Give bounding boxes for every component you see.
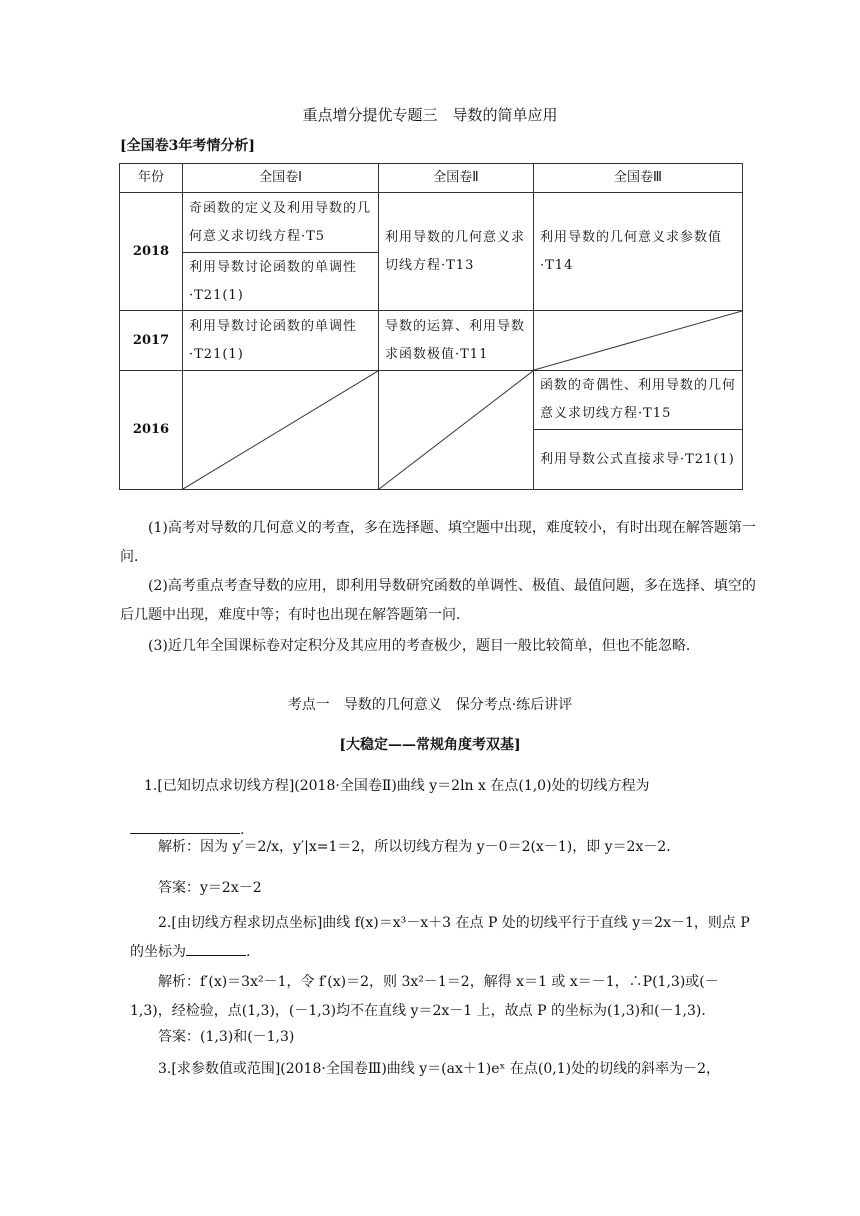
question-2-solution: 解析：f′(x)＝3x²－1，令 f′(x)＝2，则 3x²－1＝2，解得 x＝1 或 x＝－1，∴P(1,3)或(－1,3)，经检验，点(1,3)，(－1,3)均不在直线 y＝2x－1 上，故点 P 的坐标为(1,3)和(－1,3)． (130, 974, 719, 1019)
header-paper-1: 全国卷Ⅰ (183, 164, 379, 193)
cell-2018-paper2: 利用导数的几何意义求切线方程·T13 (379, 193, 534, 311)
cell-2018-paper3: 利用导数的几何意义求参数值·T14 (534, 193, 743, 311)
analysis-subtitle: [全国卷3年考情分析] (120, 138, 255, 154)
page-title: 重点增分提优专题三 导数的简单应用 (302, 106, 558, 124)
analysis-point-1: (1)高考对导数的几何意义的考查，多在选择题、填空题中出现，难度较小，有时出现在解答题第一问． (120, 520, 756, 565)
cell-2018-paper1-b: 利用导数讨论函数的单调性·T21(1) (183, 253, 379, 311)
answer-blank-1 (130, 819, 240, 834)
header-year: 年份 (120, 164, 183, 193)
question-2: 2.[由切线方程求切点坐标]曲线 f(x)＝x³－x＋3 在点 P 处的切线平行于直线 y＝2x－1，则点 P 的坐标为 . (130, 915, 750, 960)
cell-2016-paper3-a: 函数的奇偶性、利用导数的几何意义求切线方程·T15 (534, 371, 743, 430)
header-paper-3: 全国卷Ⅲ (534, 164, 743, 193)
answer-blank-2 (186, 941, 246, 956)
cell-2016-paper3-b: 利用导数公式直接求导·T21(1) (534, 430, 743, 490)
year-2016: 2016 (120, 371, 183, 490)
cell-2016-paper2-empty (379, 371, 534, 490)
cell-2017-paper2: 导数的运算、利用导数求函数极值·T11 (379, 311, 534, 371)
question-2-answer: 答案：(1,3)和(－1,3) (158, 1029, 295, 1045)
exam-analysis-table (119, 163, 743, 490)
analysis-point-2: (2)高考重点考查导数的应用，即利用导数研究函数的单调性、极值、最值问题，多在选择、填空的后几题中出现，难度中等；有时也出现在解答题第一问． (120, 578, 756, 623)
cell-2017-paper3-empty (534, 311, 743, 371)
cell-2017-paper1: 利用导数讨论函数的单调性·T21(1) (183, 311, 379, 371)
section-subheading: [大稳定——常规角度考双基] (339, 737, 521, 753)
year-2018: 2018 (120, 193, 183, 311)
analysis-point-3: (3)近几年全国课标卷对定积分及其应用的考查极少，题目一般比较简单，但也不能忽略． (148, 638, 700, 654)
question-1-solution: 解析：因为 y′＝2/x，y′|x=1＝2，所以切线方程为 y－0＝2(x－1)，即 y＝2x－2． (158, 839, 681, 855)
question-1-answer: 答案：y＝2x－2 (158, 880, 262, 896)
year-2017: 2017 (120, 311, 183, 371)
question-3: 3.[求参数值或范围](2018·全国卷Ⅲ)曲线 y＝(ax＋1)eˣ 在点(0,1)处的切线的斜率为－2， (158, 1061, 720, 1077)
header-paper-2: 全国卷Ⅱ (379, 164, 534, 193)
cell-2018-paper1-a: 奇函数的定义及利用导数的几何意义求切线方程·T5 (183, 193, 379, 253)
question-1: 1.[已知切点求切线方程](2018·全国卷Ⅱ)曲线 y＝2ln x 在点(1,0)处的切线方程为 . (130, 764, 750, 852)
section-heading: 考点一 导数的几何意义 保分考点·练后讲评 (287, 697, 573, 713)
cell-2016-paper1-empty (183, 371, 379, 490)
